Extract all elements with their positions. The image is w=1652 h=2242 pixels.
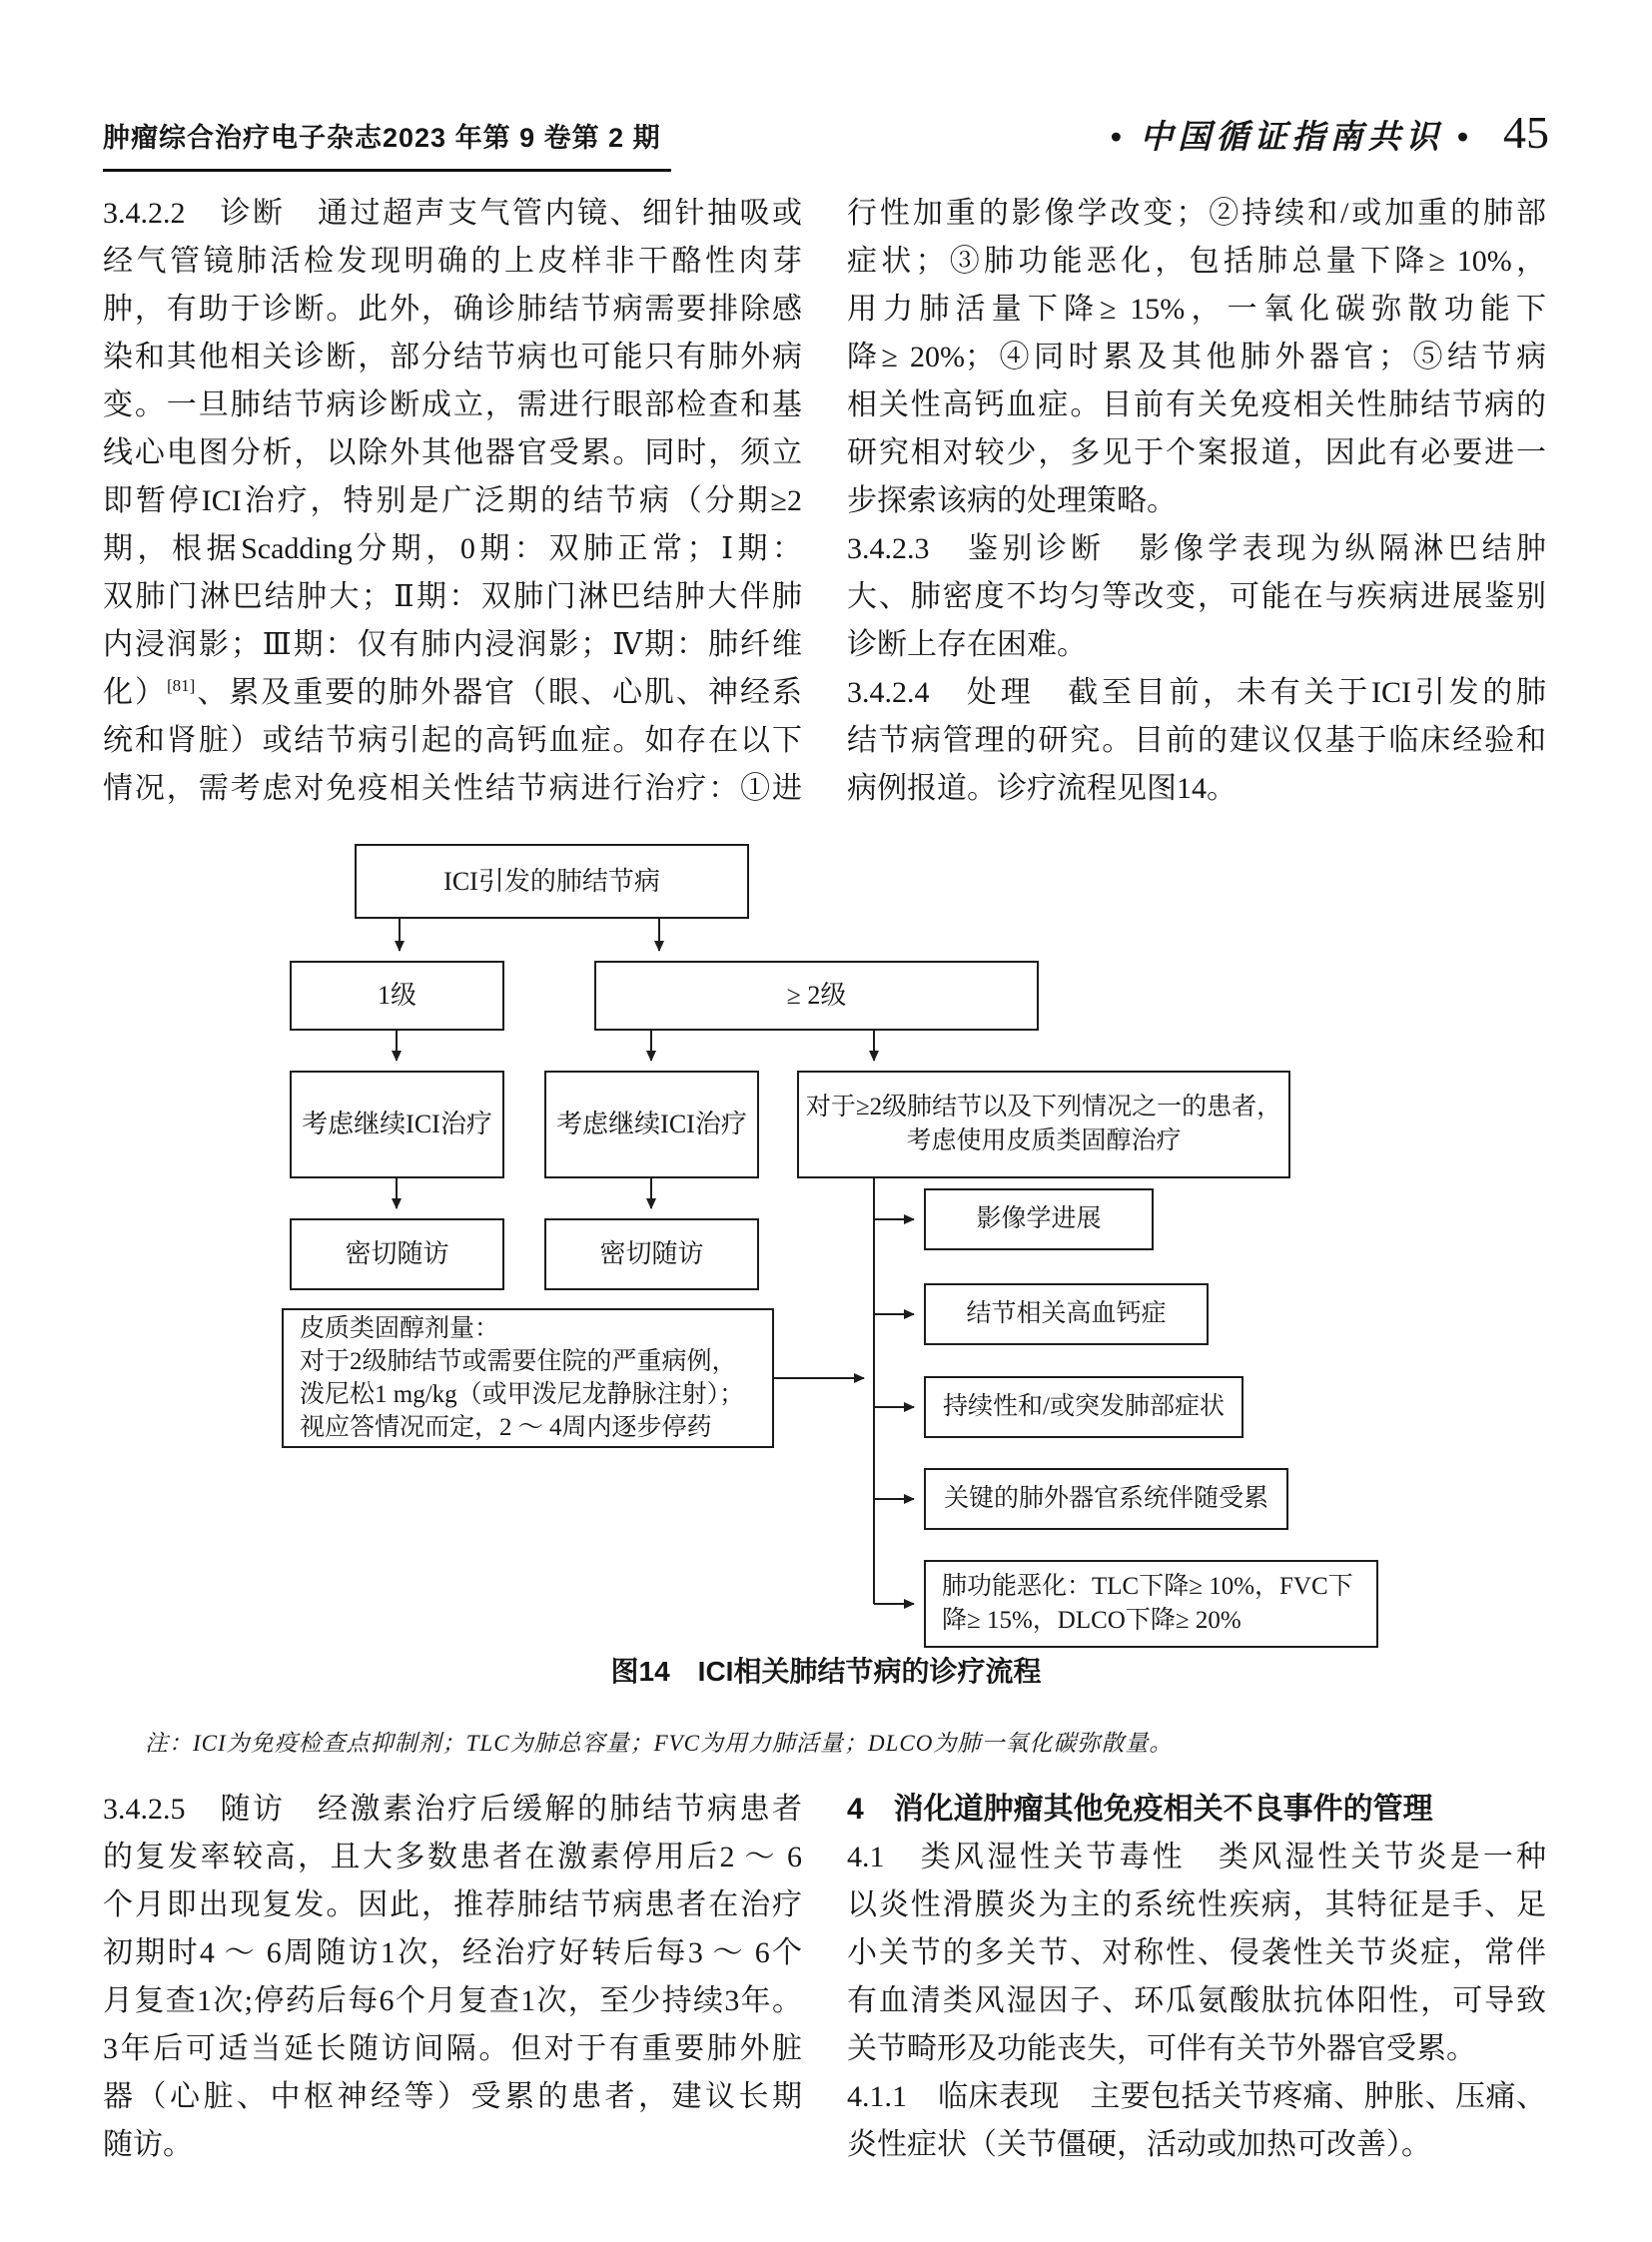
- flow-node-close-followup-1: 密切随访: [290, 1218, 504, 1290]
- flow-node-steroid-indication: [797, 1071, 1290, 1178]
- text-line: 器（心脏、中枢神经等）受累的患者，建议长期: [103, 2080, 802, 2113]
- text-line: 3.4.2.3 鉴别诊断 影像学表现为纵隔淋巴结肿: [847, 532, 1546, 565]
- journal-title: 肿瘤综合治疗电子杂志2023 年第 9 卷第 2 期: [103, 116, 671, 172]
- flow-node-close-followup-2: 密切随访: [544, 1218, 759, 1290]
- text-line: 对于2级肺结节或需要住院的严重病例，: [300, 1348, 737, 1375]
- text-line: 肿，有助于诊断。此外，确诊肺结节病需要排除感: [103, 293, 802, 326]
- flow-node-continue-ici-1: 考虑继续ICI治疗: [290, 1071, 504, 1178]
- text-line: 3.4.2.5 随访 经激素治疗后缓解的肺结节病患者: [103, 1793, 802, 1826]
- text-line: 泼尼松1 mg/kg（或甲泼尼龙静脉注射）；: [300, 1381, 745, 1408]
- flow-node-steroid-dose: [282, 1308, 774, 1448]
- section-banner: • 中国循证指南共识 •: [1110, 120, 1473, 156]
- flow-node-root: ICI引发的肺结节病: [355, 844, 749, 919]
- text-line: 月复查1次;停药后每6个月复查1次，至少持续3年。: [103, 1984, 802, 2017]
- text-line: 行性加重的影像学改变；②持续和/或加重的肺部: [847, 197, 1546, 230]
- text-line: 的复发率较高，且大多数患者在激素停用后2 ～ 6: [103, 1841, 802, 1873]
- flow-node-line: 肺功能恶化：TLC下降≥ 10%，FVC下: [942, 1573, 1353, 1600]
- text-line: 初期时4 ～ 6周随访1次，经治疗好转后每3 ～ 6个: [103, 1936, 802, 1969]
- column-top-right: [847, 190, 1546, 813]
- text-line: 双肺门淋巴结肿大；Ⅱ期：双肺门淋巴结肿大伴肺: [103, 580, 802, 613]
- text-line: 炎性症状（关节僵硬，活动或加热可改善）。: [847, 2128, 1431, 2161]
- text-line: 有血清类风湿因子、环瓜氨酸肽抗体阳性，可导致: [847, 1984, 1546, 2017]
- text-line: 化）[81]、累及重要的肺外器官（眼、心肌、神经系: [103, 676, 802, 709]
- page-number: 45: [1503, 107, 1549, 158]
- text-line: 染和其他相关诊断，部分结节病也可能只有肺外病: [103, 341, 802, 374]
- text-line: 用力肺活量下降≥ 15%，一氧化碳弥散功能下: [847, 293, 1546, 326]
- text-line: 变。一旦肺结节病诊断成立，需进行眼部检查和基: [103, 388, 802, 421]
- section-heading: 4 消化道肿瘤其他免疫相关不良事件的管理: [847, 1793, 1433, 1826]
- text-line: 统和肾脏）或结节病引起的高钙血症。如存在以下: [103, 724, 802, 757]
- text-line: 关节畸形及功能丧失，可伴有关节外器官受累。: [847, 2032, 1476, 2065]
- flow-node-lung-symptoms: 持续性和/或突发肺部症状: [924, 1376, 1243, 1438]
- text-line: 视应答情况而定，2 ～ 4周内逐步停药: [300, 1414, 712, 1441]
- text-line: 相关性高钙血症。目前有关免疫相关性肺结节病的: [847, 388, 1546, 421]
- text-line: 个月即出现复发。因此，推荐肺结节病患者在治疗: [103, 1888, 802, 1921]
- text-line: 4.1 类风湿性关节毒性 类风湿性关节炎是一种: [847, 1841, 1546, 1873]
- text-line: 3.4.2.4 处理 截至目前，未有关于ICI引发的肺: [847, 676, 1546, 709]
- text-line: 病例报道。诊疗流程见图14。: [847, 772, 1237, 805]
- text-line: 线心电图分析，以除外其他器官受累。同时，须立: [103, 436, 802, 469]
- text-line: 结节病管理的研究。目前的建议仅基于临床经验和: [847, 724, 1546, 757]
- text-line: 随访。: [103, 2128, 193, 2161]
- column-bottom-left: [103, 1786, 802, 2169]
- flow-node-grade2plus: ≥ 2级: [594, 961, 1039, 1031]
- text-line: 步探索该病的处理策略。: [847, 484, 1177, 517]
- text-line: 以炎性滑膜炎为主的系统性疾病，其特征是手、足: [847, 1888, 1546, 1921]
- text-line: 情况，需考虑对免疫相关性结节病进行治疗：①进: [103, 772, 802, 805]
- text-line: 诊断上存在困难。: [847, 628, 1087, 661]
- text-line: 期，根据Scadding分期，0期：双肺正常；Ⅰ期：: [103, 532, 802, 565]
- text-line: 皮质类固醇剂量：: [300, 1315, 500, 1342]
- reference-superscript: [81]: [166, 676, 196, 695]
- column-bottom-right-lines: [847, 1834, 1546, 2169]
- flow-node-line: 考虑使用皮质类固醇治疗: [906, 1127, 1182, 1154]
- text-line: 降≥ 20%；④同时累及其他肺外器官；⑤结节病: [847, 341, 1546, 374]
- figure-note: 注：ICI为免疫检查点抑制剂；TLC为肺总容量；FVC为用力肺活量；DLCO为肺一氧化碳弥散量。: [145, 1731, 1174, 1756]
- column-bottom-right: [847, 1786, 1546, 2169]
- text-line: 内浸润影；Ⅲ期：仅有肺内浸润影；Ⅳ期：肺纤维: [103, 628, 802, 661]
- text-line: 大、肺密度不均匀等改变，可能在与疾病进展鉴别: [847, 580, 1546, 613]
- flow-node-hypercalcemia: 结节相关高血钙症: [924, 1283, 1209, 1345]
- text-line: 4.1.1 临床表现 主要包括关节疼痛、肿胀、压痛、: [847, 2080, 1546, 2113]
- flow-node-line: 降≥ 15%，DLCO下降≥ 20%: [942, 1607, 1241, 1634]
- text-line: 研究相对较少，多见于个案报道，因此有必要进一: [847, 436, 1546, 469]
- flow-node-lung-function-decline: [924, 1560, 1378, 1648]
- figure-caption: 图14 ICI相关肺结节病的诊疗流程: [610, 1656, 1042, 1687]
- column-top-left: [103, 190, 802, 813]
- flow-node-continue-ici-2: 考虑继续ICI治疗: [544, 1071, 759, 1178]
- text-line: 症状；③肺功能恶化，包括肺总量下降≥ 10%，: [847, 245, 1546, 278]
- header-right: [1110, 107, 1549, 158]
- text-line: 即暂停ICI治疗，特别是广泛期的结节病（分期≥2: [103, 484, 802, 517]
- text-line: 3.4.2.2 诊断 通过超声支气管内镜、细针抽吸或: [103, 197, 802, 230]
- text-line: 小关节的多关节、对称性、侵袭性关节炎症，常伴: [847, 1936, 1546, 1969]
- flow-node-line: 对于≥2级肺结节以及下列情况之一的患者，: [805, 1094, 1282, 1121]
- text-line: 3年后可适当延长随访间隔。但对于有重要肺外脏: [103, 2032, 802, 2065]
- text-line: 经气管镜肺活检发现明确的上皮样非干酪性肉芽: [103, 245, 802, 278]
- flow-node-grade1: 1级: [290, 961, 504, 1031]
- flow-node-extrapulmonary-involvement: 关键的肺外器官系统伴随受累: [924, 1468, 1288, 1530]
- flow-node-imaging-progress: 影像学进展: [924, 1188, 1154, 1250]
